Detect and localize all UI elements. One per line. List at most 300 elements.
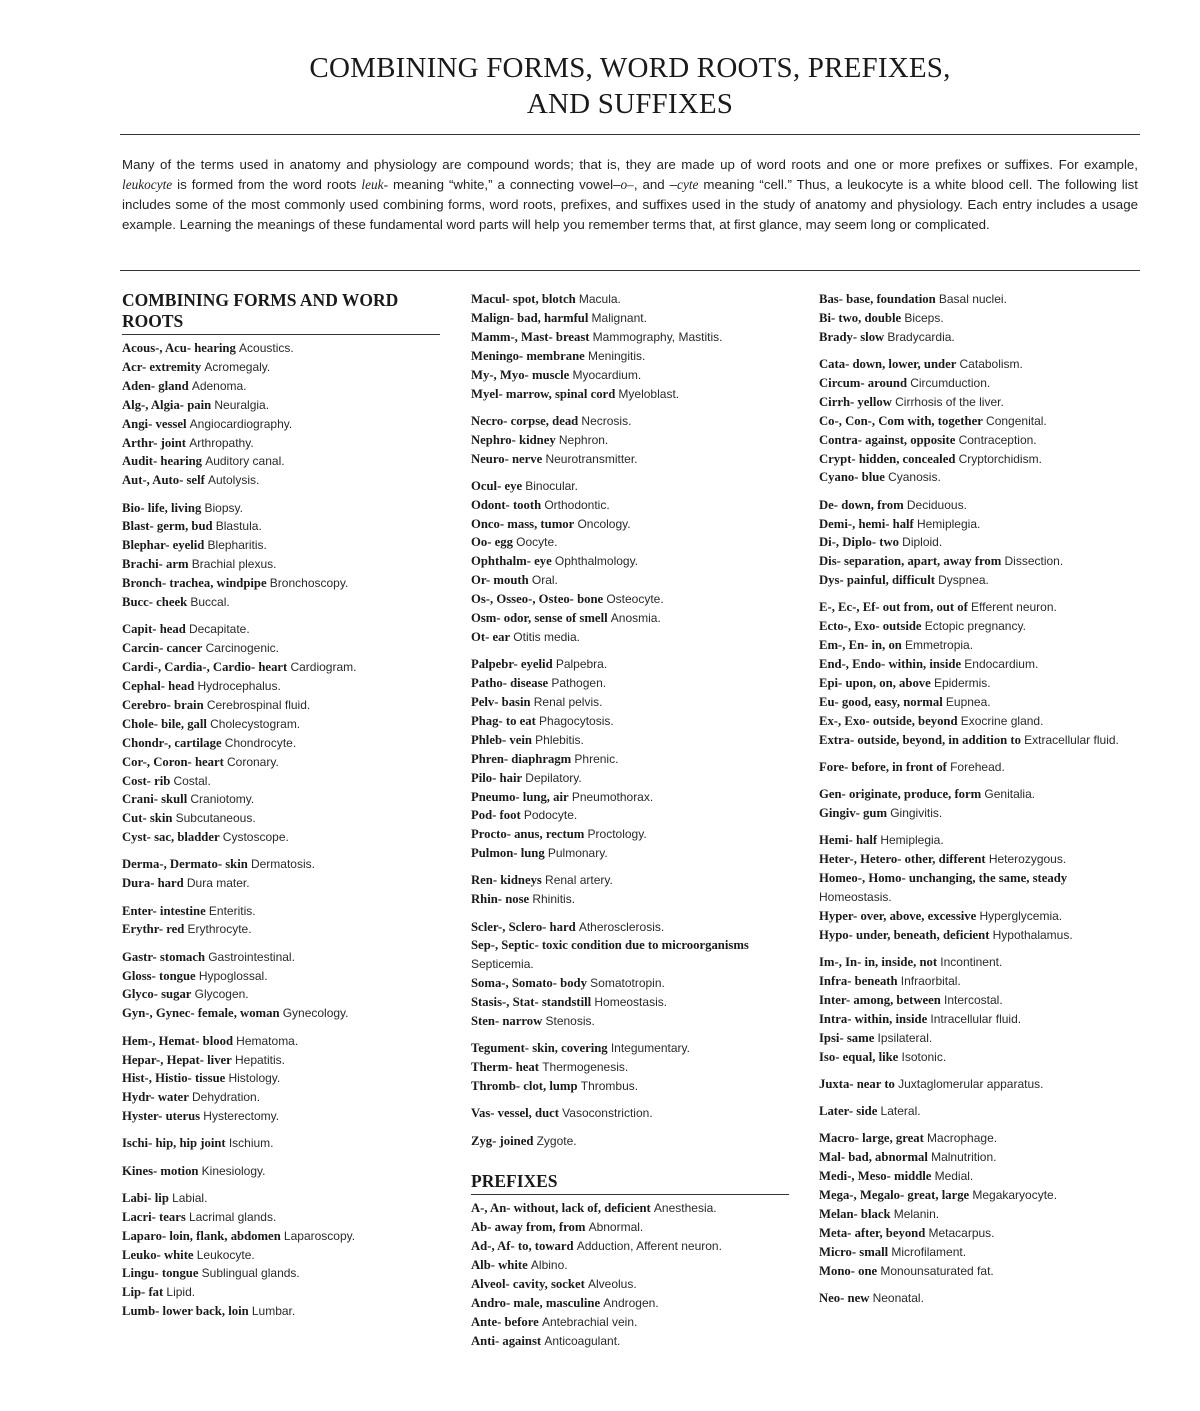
glossary-entry xyxy=(471,871,789,890)
entry-example: Neurotransmitter. xyxy=(545,451,638,466)
glossary-entry xyxy=(122,1162,440,1181)
glossary-entry xyxy=(819,552,1141,571)
glossary-entry xyxy=(819,1289,1141,1308)
entry-group xyxy=(122,855,440,893)
entry-example: Homeostasis. xyxy=(594,995,668,1010)
entry-example: Hemiplegia. xyxy=(916,516,981,531)
entry-term: Stasis-, Stat- standstill xyxy=(471,995,592,1010)
glossary-entry xyxy=(819,674,1141,693)
glossary-entry xyxy=(122,902,440,921)
entry-example: Blepharitis. xyxy=(207,538,267,553)
entry-example: Phlebitis. xyxy=(535,732,584,747)
entry-example: Albino. xyxy=(530,1258,568,1273)
entry-term: Ad-, Af- to, toward xyxy=(471,1239,574,1254)
entry-term: Carcin- cancer xyxy=(122,641,203,656)
entry-example: Oocyte. xyxy=(516,535,558,550)
entry-example: Hydrocephalus. xyxy=(197,679,281,693)
entry-group xyxy=(471,1104,789,1123)
entry-example: Thrombus. xyxy=(580,1079,639,1094)
entry-term: Demi-, hemi- half xyxy=(819,516,914,531)
column-1 xyxy=(122,290,440,1329)
entry-example: Biceps. xyxy=(904,310,944,325)
entry-term: Alveol- cavity, socket xyxy=(471,1277,585,1292)
entry-example: Thermogenesis. xyxy=(542,1060,629,1075)
entry-example: Lumbar. xyxy=(251,1304,296,1319)
entry-term: Iso- equal, like xyxy=(819,1049,899,1064)
entry-term: Hepar-, Hepat- liver xyxy=(122,1052,232,1067)
glossary-entry xyxy=(819,655,1141,674)
entry-term: Gen- originate, produce, form xyxy=(819,787,982,802)
intro-paragraph xyxy=(122,155,1138,235)
entry-example: Acromegaly. xyxy=(204,359,271,374)
entry-term: Cyst- sac, bladder xyxy=(122,830,220,845)
glossary-entry xyxy=(122,555,440,574)
entry-term: Derma-, Dermato- skin xyxy=(122,857,248,872)
entry-term: Phren- diaphragm xyxy=(471,751,572,766)
glossary-entry xyxy=(819,1186,1141,1205)
glossary-entry xyxy=(471,788,789,807)
glossary-entry xyxy=(122,639,440,658)
entry-term: Gyn-, Gynec- female, woman xyxy=(122,1006,280,1021)
glossary-entry xyxy=(471,674,789,693)
entry-term: Os-, Osseo-, Osteo- bone xyxy=(471,592,604,607)
entry-group xyxy=(122,339,440,490)
entry-example: Chondrocyte. xyxy=(224,735,297,750)
glossary-entry xyxy=(471,533,789,552)
entry-group xyxy=(819,1129,1141,1280)
entry-term: Lumb- lower back, loin xyxy=(122,1304,249,1319)
entry-example: Myocardium. xyxy=(572,367,642,382)
glossary-entry xyxy=(819,926,1141,945)
entry-example: Dura mater. xyxy=(186,876,250,891)
entry-example: Integumentary. xyxy=(610,1041,690,1056)
entry-term: Sep-, Septic- toxic condition due to microorganisms xyxy=(471,938,749,953)
entry-term: Pneumo- lung, air xyxy=(471,789,569,804)
entry-term: Melan- black xyxy=(819,1206,891,1221)
intro-text: is formed from the word roots xyxy=(172,177,362,192)
glossary-entry xyxy=(471,431,789,450)
entry-term: Hyper- over, above, excessive xyxy=(819,908,977,923)
entry-example: Mammography, Mastitis. xyxy=(592,329,723,344)
entry-term: Alg-, Algia- pain xyxy=(122,397,212,412)
glossary-entry xyxy=(122,452,440,471)
entry-example: Costal. xyxy=(173,773,211,788)
glossary-entry xyxy=(471,552,789,571)
entry-example: Otitis media. xyxy=(513,630,580,644)
entry-example: Sublingual glands. xyxy=(201,1266,300,1281)
entry-example: Arthropathy. xyxy=(189,435,254,450)
entry-example: Blastula. xyxy=(215,519,262,534)
entry-group xyxy=(471,290,789,403)
glossary-entry xyxy=(471,693,789,712)
entry-term: Kines- motion xyxy=(122,1163,199,1178)
entry-example: Adenoma. xyxy=(191,378,247,393)
entry-term: Leuko- white xyxy=(122,1247,194,1262)
entry-group xyxy=(819,1289,1141,1308)
entry-term: Em-, En- in, on xyxy=(819,638,902,653)
entry-term: Ophthalm- eye xyxy=(471,554,552,569)
entry-example: Exocrine gland. xyxy=(960,713,1044,728)
entry-term: Soma-, Somato- body xyxy=(471,976,587,991)
glossary-entry xyxy=(122,358,440,377)
entry-term: Palpebr- eyelid xyxy=(471,657,553,672)
entry-term: Chole- bile, gall xyxy=(122,716,207,731)
entry-example: Malignant. xyxy=(591,310,647,325)
entry-term: Blephar- eyelid xyxy=(122,538,205,553)
entry-term: Vas- vessel, duct xyxy=(471,1106,559,1121)
entry-term: Cor-, Coron- heart xyxy=(122,754,224,769)
entry-example: Basal nuclei. xyxy=(938,292,1007,306)
entry-group xyxy=(819,831,1141,944)
entry-example: Atherosclerosis. xyxy=(578,919,665,934)
entry-term: Crani- skull xyxy=(122,792,188,807)
entry-example: Gastrointestinal. xyxy=(208,949,295,964)
entry-example: Lateral. xyxy=(880,1104,921,1119)
glossary-entry xyxy=(122,967,440,986)
glossary-entry xyxy=(819,991,1141,1010)
entry-term: Neo- new xyxy=(819,1290,870,1305)
entry-example: Ophthalmology. xyxy=(554,554,639,569)
intro-text: Many of the terms used in anatomy and physiology are compound words; that is, they are made up of word roots and one or more prefixes or suffixes. For example, xyxy=(122,157,1138,172)
glossary-entry xyxy=(471,993,789,1012)
glossary-entry xyxy=(122,753,440,772)
glossary-entry xyxy=(819,1148,1141,1167)
entry-example: Laparoscopy. xyxy=(283,1228,356,1243)
glossary-entry xyxy=(122,1227,440,1246)
glossary-entry xyxy=(471,1104,789,1123)
entry-term: Aden- gland xyxy=(122,378,189,393)
entry-term: Hypo- under, beneath, deficient xyxy=(819,927,990,942)
glossary-entry xyxy=(122,920,440,939)
entry-term: Rhin- nose xyxy=(471,892,530,907)
glossary-entry xyxy=(122,517,440,536)
entry-example: Oral. xyxy=(531,573,558,588)
top-divider xyxy=(120,134,1140,135)
glossary-entry xyxy=(471,1058,789,1077)
title-line-2: AND SUFFIXES xyxy=(526,88,734,120)
entry-term: Co-, Con-, Com with, together xyxy=(819,413,983,428)
glossary-entry xyxy=(471,1077,789,1096)
entry-term: Hyster- uterus xyxy=(122,1109,201,1124)
glossary-entry xyxy=(819,412,1141,431)
glossary-entry xyxy=(819,617,1141,636)
glossary-entry xyxy=(122,377,440,396)
glossary-entry xyxy=(819,972,1141,991)
entry-term: Pelv- basin xyxy=(471,695,531,710)
glossary-entry xyxy=(471,366,789,385)
glossary-entry xyxy=(819,309,1141,328)
glossary-entry xyxy=(471,1256,789,1275)
entry-term: Osm- odor, sense of smell xyxy=(471,611,608,626)
entry-term: Inter- among, between xyxy=(819,992,941,1007)
entry-group xyxy=(471,871,789,909)
glossary-entry xyxy=(819,496,1141,515)
entry-example: Vasoconstriction. xyxy=(562,1106,653,1121)
intro-text: , and – xyxy=(633,177,678,192)
entry-example: Megakaryocyte. xyxy=(972,1187,1058,1202)
entry-group xyxy=(471,1039,789,1096)
entry-example: Pathogen. xyxy=(551,676,607,691)
glossary-entry xyxy=(819,533,1141,552)
entry-term: Acous-, Acu- hearing xyxy=(122,341,236,355)
entry-example: Osteocyte. xyxy=(606,592,664,607)
glossary-entry xyxy=(471,412,789,431)
entry-term: Mono- one xyxy=(819,1263,878,1278)
glossary-entry xyxy=(819,515,1141,534)
entry-group xyxy=(819,1075,1141,1094)
entry-group xyxy=(471,412,789,469)
entry-example: Renal artery. xyxy=(545,873,613,888)
glossary-entry xyxy=(122,574,440,593)
entry-group xyxy=(122,902,440,940)
entry-example: Craniotomy. xyxy=(190,792,255,807)
entry-term: Aut-, Auto- self xyxy=(122,473,205,488)
entry-term: Ischi- hip, hip joint xyxy=(122,1136,226,1151)
entry-term: Dys- painful, difficult xyxy=(819,573,935,588)
entry-example: Eupnea. xyxy=(945,695,991,710)
entry-term: Cost- rib xyxy=(122,773,171,788)
glossary-entry xyxy=(819,571,1141,590)
glossary-entry xyxy=(122,499,440,518)
entry-example: Metacarpus. xyxy=(928,1225,995,1240)
entry-example: Erythrocyte. xyxy=(187,922,252,937)
entry-term: Ante- before xyxy=(471,1314,539,1329)
glossary-entry xyxy=(122,1208,440,1227)
entry-example: Catabolism. xyxy=(959,357,1023,372)
entry-example: Lacrimal glands. xyxy=(188,1209,277,1224)
intro-text: meaning “white,” a connecting vowel– xyxy=(388,177,621,192)
entry-example: Angiocardiography. xyxy=(189,416,293,431)
glossary-entry xyxy=(122,874,440,893)
glossary-entry xyxy=(122,677,440,696)
entry-group xyxy=(122,1189,440,1321)
entry-example: Heterozygous. xyxy=(988,852,1067,867)
entry-example: Deciduous. xyxy=(906,497,967,512)
entry-example: Kinesiology. xyxy=(201,1163,266,1178)
entry-term: Bi- two, double xyxy=(819,310,902,325)
entry-term: Mega-, Megalo- great, large xyxy=(819,1187,970,1202)
entry-term: Arthr- joint xyxy=(122,435,187,450)
glossary-entry xyxy=(471,890,789,909)
entry-example: Palpebra. xyxy=(555,657,608,672)
entry-term: Odont- tooth xyxy=(471,497,542,512)
entry-example: Monounsaturated fat. xyxy=(880,1263,994,1278)
entry-example: Phagocytosis. xyxy=(539,713,614,728)
entry-term: Juxta- near to xyxy=(819,1076,895,1091)
entry-example: Pneumothorax. xyxy=(571,789,654,804)
glossary-entry xyxy=(819,1029,1141,1048)
section-heading-prefixes: PREFIXES xyxy=(471,1171,789,1195)
entry-example: Adduction, Afferent neuron. xyxy=(576,1239,722,1254)
glossary-entry xyxy=(122,415,440,434)
entry-term: Cut- skin xyxy=(122,811,173,826)
glossary-entry xyxy=(471,1012,789,1031)
entry-example: Depilatory. xyxy=(525,770,582,785)
entry-term: Gingiv- gum xyxy=(819,806,888,821)
entry-term: Im-, In- in, inside, not xyxy=(819,955,938,970)
entry-example: Dyspnea. xyxy=(938,573,989,588)
entry-term: Pod- foot xyxy=(471,808,521,823)
entry-example: Subcutaneous. xyxy=(175,811,256,826)
entry-example: Stenosis. xyxy=(545,1014,595,1029)
entry-example: Diploid. xyxy=(902,535,943,550)
entry-example: Isotonic. xyxy=(901,1049,947,1064)
entry-example: Congenital. xyxy=(986,413,1047,428)
entry-term: Brachi- arm xyxy=(122,557,189,572)
entry-term: Glyco- sugar xyxy=(122,987,192,1002)
glossary-entry xyxy=(122,471,440,490)
entry-term: Capit- head xyxy=(122,622,186,637)
entry-term: Hem-, Hemat- blood xyxy=(122,1033,233,1048)
entry-term: Cephal- head xyxy=(122,679,195,693)
glossary-entry xyxy=(471,1313,789,1332)
glossary-entry xyxy=(819,907,1141,926)
glossary-entry xyxy=(819,290,1141,309)
entry-example: Cryptorchidism. xyxy=(958,451,1042,466)
glossary-entry xyxy=(122,1069,440,1088)
glossary-entry xyxy=(471,769,789,788)
glossary-entry xyxy=(471,309,789,328)
entry-term: De- down, from xyxy=(819,497,904,512)
entry-example: Efferent neuron. xyxy=(971,600,1057,615)
glossary-entry xyxy=(122,396,440,415)
glossary-entry xyxy=(122,658,440,677)
entry-term: Phag- to eat xyxy=(471,713,536,728)
glossary-entry xyxy=(471,1332,789,1351)
entry-example: Circumduction. xyxy=(910,375,991,390)
entry-term: Alb- white xyxy=(471,1258,528,1273)
glossary-entry xyxy=(819,731,1141,750)
entry-example: Anesthesia. xyxy=(653,1201,717,1216)
entry-term: Cardi-, Cardia-, Cardio- heart xyxy=(122,660,288,675)
glossary-entry xyxy=(122,734,440,753)
glossary-entry xyxy=(471,347,789,366)
glossary-entry xyxy=(471,1199,789,1218)
entry-example: Hypothalamus. xyxy=(992,927,1073,942)
glossary-entry xyxy=(122,1189,440,1208)
entry-example: Biopsy. xyxy=(204,500,243,515)
entry-example: Hepatitis. xyxy=(234,1052,286,1067)
entry-term: Scler-, Sclero- hard xyxy=(471,919,576,934)
glossary-entry xyxy=(122,715,440,734)
glossary-entry xyxy=(471,918,789,937)
entry-example: Bronchoscopy. xyxy=(269,576,349,591)
glossary-entry xyxy=(471,496,789,515)
glossary-entry xyxy=(471,609,789,628)
glossary-entry xyxy=(819,850,1141,869)
entry-term: Ecto-, Exo- outside xyxy=(819,619,922,634)
entry-term: Therm- heat xyxy=(471,1060,540,1075)
entry-example: Medial. xyxy=(934,1169,974,1184)
glossary-entry xyxy=(471,806,789,825)
entry-example: Forehead. xyxy=(950,760,1005,775)
entry-example: Genitalia. xyxy=(984,787,1036,802)
entry-group xyxy=(819,290,1141,347)
entry-example: Binocular. xyxy=(525,478,578,493)
entry-term: Medi-, Meso- middle xyxy=(819,1169,932,1184)
glossary-entry xyxy=(122,948,440,967)
entry-group xyxy=(819,758,1141,777)
entry-term: Neuro- nerve xyxy=(471,451,543,466)
bottom-divider xyxy=(120,270,1140,271)
glossary-entry xyxy=(122,339,440,358)
entry-example: Septicemia. xyxy=(471,957,534,972)
glossary-entry xyxy=(819,1102,1141,1121)
entry-groups xyxy=(122,339,440,1321)
glossary-entry xyxy=(471,571,789,590)
glossary-entry xyxy=(471,477,789,496)
entry-term: Angi- vessel xyxy=(122,416,187,431)
entry-term: Dis- separation, apart, away from xyxy=(819,554,1002,569)
glossary-entry xyxy=(122,1283,440,1302)
entry-term: Onco- mass, tumor xyxy=(471,516,575,531)
entry-term: Enter- intestine xyxy=(122,903,206,918)
glossary-entry xyxy=(122,696,440,715)
glossary-entry xyxy=(819,1205,1141,1224)
entry-example: Hyperglycemia. xyxy=(979,908,1063,923)
entry-term: Hydr- water xyxy=(122,1090,189,1105)
entry-term: Mal- bad, abnormal xyxy=(819,1150,928,1165)
entry-example: Alveolus. xyxy=(587,1277,637,1292)
entry-example: Buccal. xyxy=(190,595,230,610)
entry-term: Brady- slow xyxy=(819,329,885,344)
entry-example: Acoustics. xyxy=(239,341,294,355)
entry-term: Gloss- tongue xyxy=(122,968,196,983)
entry-example: Ipsilateral. xyxy=(877,1030,933,1045)
glossary-entry xyxy=(471,1039,789,1058)
glossary-entry xyxy=(471,825,789,844)
page-title xyxy=(120,50,1140,122)
intro-term: o– xyxy=(620,177,634,192)
entry-term: Laparo- loin, flank, abdomen xyxy=(122,1228,281,1243)
entry-term: Epi- upon, on, above xyxy=(819,676,931,691)
glossary-entry xyxy=(819,758,1141,777)
entry-term: Chondr-, cartilage xyxy=(122,735,222,750)
entry-term: Lip- fat xyxy=(122,1285,164,1300)
glossary-entry xyxy=(122,1246,440,1265)
glossary-entry xyxy=(819,468,1141,487)
entry-example: Epidermis. xyxy=(933,676,991,691)
entry-group xyxy=(471,1132,789,1151)
entry-example: Cyanosis. xyxy=(888,470,941,485)
entry-term: Macro- large, great xyxy=(819,1131,924,1146)
entry-group xyxy=(122,620,440,847)
entry-example: Hypoglossal. xyxy=(198,968,268,983)
entry-example: Coronary. xyxy=(227,754,279,769)
entry-term: Later- side xyxy=(819,1104,878,1119)
glossary-entry xyxy=(819,953,1141,972)
entry-example: Microfilament. xyxy=(891,1244,967,1259)
entry-group xyxy=(819,496,1141,591)
entry-example: Dissection. xyxy=(1004,554,1064,569)
entry-term: Thromb- clot, lump xyxy=(471,1079,578,1094)
entry-example: Cholecystogram. xyxy=(210,716,301,731)
entry-example: Auditory canal. xyxy=(205,454,285,469)
entry-group xyxy=(122,1032,440,1127)
glossary-entry xyxy=(122,620,440,639)
entry-term: End-, Endo- within, inside xyxy=(819,657,962,672)
glossary-entry xyxy=(122,593,440,612)
intro-text: meaning “cell.” Thus, a leukocyte is a white blood cell. The following list includes some of the most commonly used combining forms, word roots, prefixes, and suffixes used in the study of anatomy and physiology. Each entry includes a usage example. Learning the meanings of these fundamental word parts will help you remember terms that, at first glance, may seem long or complicated. xyxy=(122,177,1138,232)
glossary-entry xyxy=(471,515,789,534)
entry-term: Cerebro- brain xyxy=(122,697,204,712)
entry-group xyxy=(471,477,789,647)
entry-groups xyxy=(819,290,1141,1308)
entry-term: Patho- disease xyxy=(471,676,549,691)
entry-example: Endocardium. xyxy=(964,657,1039,672)
entry-term: Malign- bad, harmful xyxy=(471,310,589,325)
entry-group xyxy=(819,1102,1141,1121)
